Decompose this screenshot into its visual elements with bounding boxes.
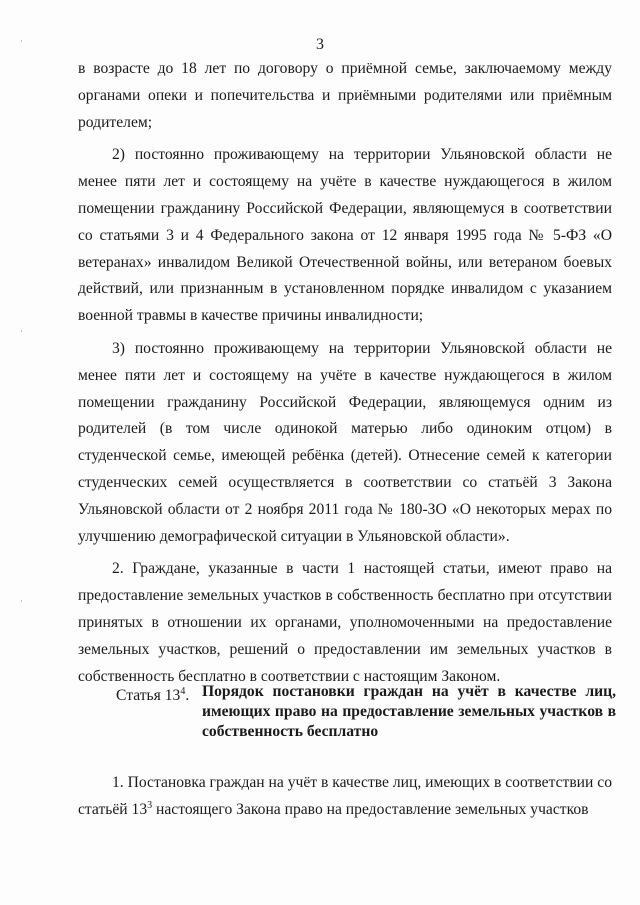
paragraph-continuation: в возрасте до 18 лет по договору о приёмной семье, заключаемому между органами опеки и попечительства и приёмными родителями или приёмным родителем; (78, 60, 612, 131)
document-body (78, 56, 612, 690)
article-title: Порядок постановки граждан на учёт в качестве лиц, имеющих право на предоставление земельных участков в собственность бесплатно (202, 683, 616, 740)
article-body (78, 770, 612, 824)
scan-margin-mark (21, 330, 22, 332)
page-number: 3 (316, 36, 324, 53)
paragraph-item-2: 2) постоянно проживающему на территории Ульяновской области не менее пяти лет и состоящему на учёте в качестве нуждающегося в жилом помещении гражданину Российской Федерации, являющемуся в соответствии со статьями 3 и 4 Федерального закона от 12 января 1995 года № 5-ФЗ «О ветеранах» инвалидом Великой Отечественной войны, или ветераном боевых действий, или признанным в установленном порядке инвалидом с указанием военной травмы в качестве причины инвалидности; (78, 146, 612, 325)
paragraph-item-3: 3) постоянно проживающему на территории Ульяновской области не менее пяти лет и состоящему на учёте в качестве нуждающегося в жилом помещении гражданину Российской Федерации, являющемуся одним из родителей (в том числе одинокой матерью либо одиноким отцом) в студенческой семье, имеющей ребёнка (детей). Отнесение семей к категории студенческих семей осуществляется в соответствии со статьёй 3 Закона Ульяновской области от 2 ноября 2011 года № 180-ЗО «О некоторых мерах по улучшению демографической ситуации в Ульяновской области». (78, 339, 612, 545)
scan-margin-mark (21, 600, 22, 602)
article-label: Статья $13^4$. (116, 686, 190, 704)
paragraph-article-part-1: 1. Постановка граждан на учёт в качестве лиц, имеющих в соответствии со статьёй 13$^3$ настоящего Закона право на предоставление земельных участков (78, 774, 612, 818)
paragraph-part-2: 2. Граждане, указанные в части 1 настоящей статьи, имеют право на предоставление земельных участков в собственность бесплатно при отсутствии принятых в отношении их органами, уполномоченными на предоставление земельных участков, решений о предоставлении им земельных участков в собственность бесплатно в соответствии с настоящим Законом. (78, 560, 612, 685)
